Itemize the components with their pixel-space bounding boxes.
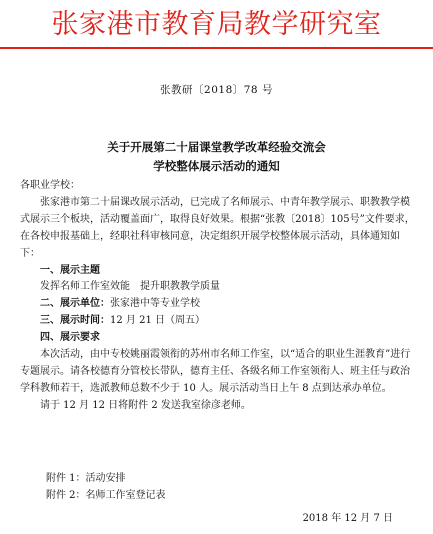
section-1-content: 发挥名师工作室效能 提升职教教学质量 [40, 281, 220, 293]
intro-paragraph: 张家港市第二十届课改展示活动，已完成了名师展示、中青年教学展示、职教教学模式展示三个板块，活动覆盖面广，取得良好效果。根据“张教〔2018〕105号”文件要求，在各校申报基础上，经职社科审核同意，决定组织开展学校整体展示活动，具体通知如下： [20, 196, 415, 259]
submit-note: 请于 12 月 12 日将附件 2 发送我室徐彦老师。 [40, 399, 251, 411]
title-line-1: 关于开展第二十届课堂教学改革经验交流会 [107, 140, 326, 154]
title-line-2: 学校整体展示活动的通知 [153, 159, 280, 173]
section-2-content: 张家港中等专业学校 [110, 298, 200, 310]
document-title [0, 138, 433, 176]
attachment-2: 附件 2：名师工作室登记表 [46, 490, 166, 501]
issue-date: 2018 年 12 月 7 日 [302, 513, 393, 524]
section-1-heading: 一、展示主题 [40, 264, 100, 276]
section-4-heading: 四、展示要求 [40, 332, 100, 344]
section-3 [20, 313, 418, 330]
section-3-content: 12 月 21 日（周五） [110, 315, 205, 327]
attachments-list [46, 470, 166, 504]
section-2 [20, 296, 418, 313]
section-2-heading: 二、展示单位： [40, 298, 110, 310]
document-header-org-name: 张家港市教育局教学研究室 [51, 9, 382, 40]
section-3-heading: 三、展示时间： [40, 315, 110, 327]
document-body [20, 178, 418, 415]
section-4-content: 本次活动，由中专校姚丽霞领衔的苏州市名师工作室，以“适合的职业生涯教育”进行专题展示。请各校德育分管校长带队，德育主任、各级名师工作室领衔人、班主任与政治学科教师若干，选派教师总数不少于 10 人。展示活动当日上午 8 点到达承办单位。 [20, 349, 411, 394]
document-number: 张教研〔2018〕78 号 [160, 84, 273, 96]
salutation: 各职业学校： [20, 180, 80, 191]
header-red-divider [0, 47, 433, 49]
attachment-1: 附件 1：活动安排 [46, 473, 126, 484]
